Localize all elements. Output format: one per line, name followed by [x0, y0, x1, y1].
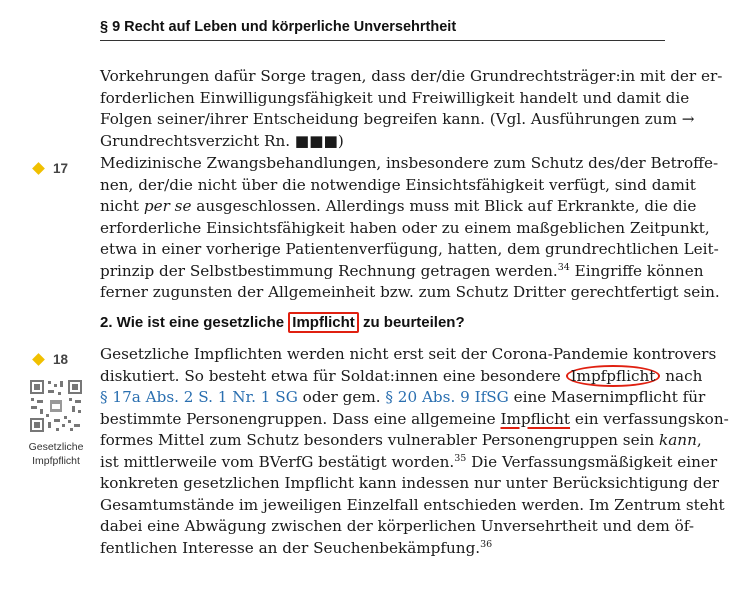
text-line: [100, 538, 665, 560]
text-line: [100, 196, 697, 218]
text-line: forderlichen Einwilligungsfähigkeit und Freiwilligkeit handelt und damit die: [100, 88, 690, 107]
text-span: diskutiert. So besteht etwa für Soldat:innen eine besondere: [100, 366, 566, 385]
running-header: § 9 Recht auf Leben und körperliche Unversehrtheit: [100, 19, 457, 35]
text-span: fentlichen Interesse an der Seuchenbekämpfung.: [100, 538, 481, 557]
heading-prefix: 2. Wie ist eine gesetzliche: [100, 314, 289, 331]
emphasis: kann: [659, 431, 697, 449]
circled-term: Impfpflicht: [566, 365, 661, 387]
footnote-ref[interactable]: 35: [454, 452, 467, 464]
text-line: [100, 409, 729, 431]
section-heading: [100, 314, 465, 331]
text-line: dabei eine Abwägung zwischen der körperlichen Unversehrtheit und dem öf-: [100, 517, 695, 535]
text-line: nen, der/die nicht über die notwendige Einsichtsfähigkeit verfügt, sind damit: [100, 175, 696, 194]
underlined-term: Impflicht: [500, 409, 571, 428]
text-line: Gesetzliche Impflichten werden nicht erst seit der Corona-Pandemie kontrovers: [100, 345, 717, 363]
text-line: [100, 430, 702, 452]
text-line: etwa in einer vorherige Patientenverfügung, hatten, dem grundrechtlichen Leit-: [100, 240, 719, 258]
diamond-icon: [32, 162, 45, 175]
emphasis: per se: [143, 197, 192, 215]
highlighted-term: Impflicht: [288, 312, 359, 333]
text-span: ein verfassungskon-: [570, 409, 729, 428]
text-line: Vorkehrungen dafür Sorge tragen, dass der/die Grundrechtsträger:in mit der er-: [100, 67, 723, 85]
qr-code-icon: [28, 378, 84, 434]
text-span: eine Masernimpflicht für: [508, 388, 706, 406]
text-line: [100, 261, 704, 283]
paragraph-18: [100, 344, 729, 559]
qr-code[interactable]: [28, 378, 84, 434]
text-line: [100, 387, 706, 409]
diamond-icon: [32, 353, 45, 366]
qr-caption-line: Impfpflicht: [32, 455, 80, 467]
text-line: [100, 366, 703, 388]
text-line: konkreten gesetzlichen Impflicht kann indessen nur unter Berücksichtigung der: [100, 474, 719, 492]
text-span: Eingriffe können: [569, 261, 704, 280]
text-line: ferner zugunsten der Allgemeinheit bzw. zum Schutz Dritter gerechtfertigt sein.: [100, 283, 720, 301]
margin-number-17: [34, 161, 68, 176]
text-span: prinzip der Selbstbestimmung Rechnung getragen werden.: [100, 261, 558, 280]
footnote-ref[interactable]: 34: [557, 261, 570, 273]
paragraph-17: [100, 153, 720, 304]
qr-caption: [18, 440, 94, 468]
text-span: ist mittlerweile vom BVerfG bestätigt worden.: [100, 452, 455, 471]
heading-suffix: zu beurteilen?: [358, 314, 465, 331]
margin-number: 17: [53, 161, 69, 176]
qr-caption-line: Gesetzliche: [28, 441, 84, 453]
text-span: bestimmte Personengruppen. Dass eine allgemeine: [100, 409, 501, 428]
text-line: erforderliche Einsichtsfähigkeit haben oder zu einem maßgeblichen Zeitpunkt,: [100, 218, 710, 237]
text-line: Gesamtumstände im jeweiligen Einzelfall entschieden werden. Im Zentrum steht: [100, 495, 725, 514]
text-span: formes Mittel zum Schutz besonders vulnerabler Personengruppen sein: [100, 431, 660, 449]
text-span: oder gem.: [297, 388, 386, 406]
text-span: ausgeschlossen. Allerdings muss mit Blick auf Erkrankte, die die: [191, 197, 697, 215]
text-span: ,: [696, 431, 702, 449]
margin-number: 18: [53, 352, 69, 367]
paragraph-continuation: [100, 66, 723, 152]
text-line: [100, 452, 718, 474]
header-rule: [100, 40, 665, 41]
text-span: nach: [660, 366, 703, 385]
text-line: Grundrechtsverzicht Rn. ■■■): [100, 131, 344, 150]
statute-link-sg[interactable]: § 17a Abs. 2 S. 1 Nr. 1 SG: [100, 388, 298, 406]
statute-link-ifsg[interactable]: § 20 Abs. 9 IfSG: [385, 388, 509, 406]
text-line: Folgen seiner/ihrer Entscheidung begreifen kann. (Vgl. Ausführungen zum →: [100, 110, 695, 128]
text-span: Die Verfassungsmäßigkeit einer: [466, 452, 718, 471]
text-line: Medizinische Zwangsbehandlungen, insbesondere zum Schutz des/der Betroffe-: [100, 154, 719, 172]
margin-number-18: [34, 352, 68, 367]
footnote-ref[interactable]: 36: [480, 538, 493, 550]
text-span: nicht: [100, 197, 144, 215]
